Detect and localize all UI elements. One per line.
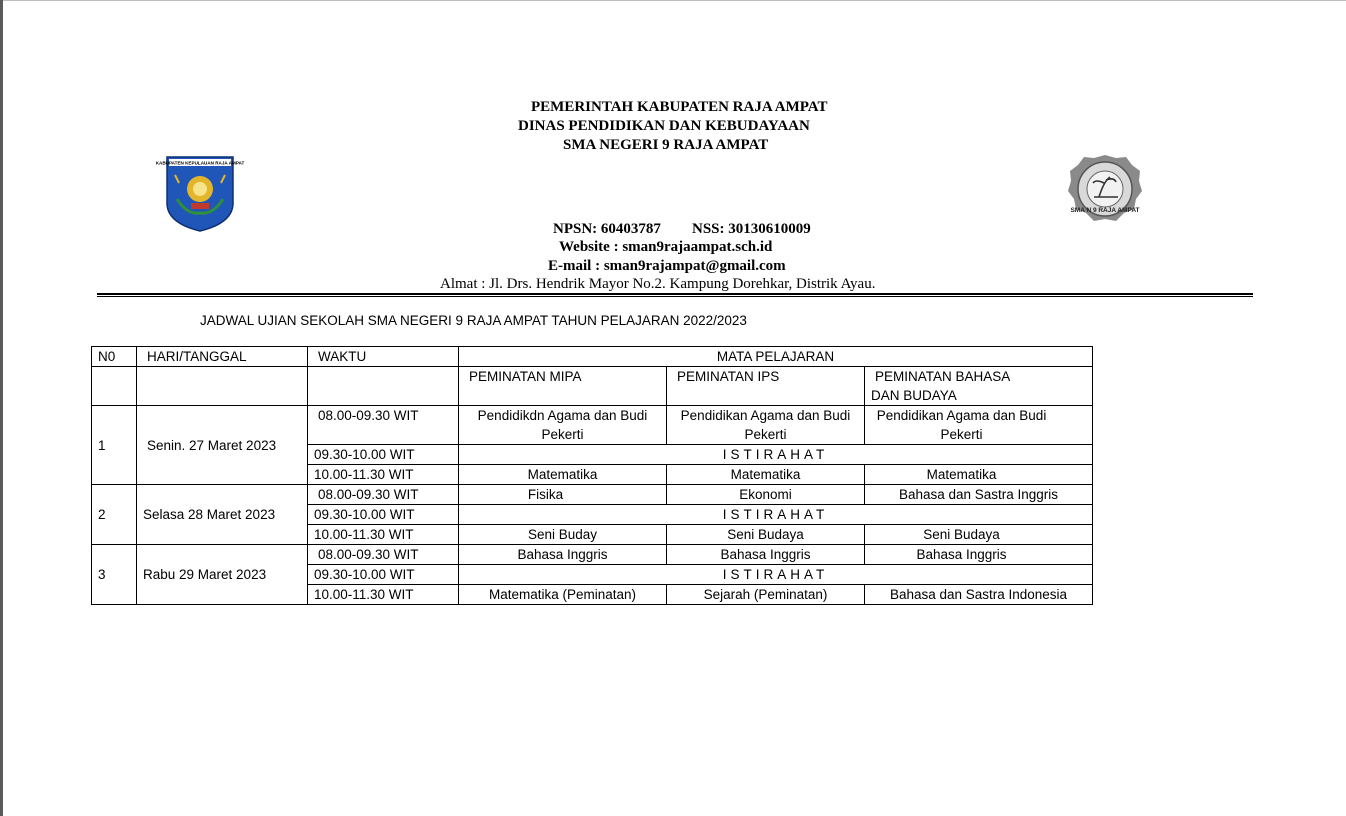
regency-emblem-text: KABUPATEN KEPULAUAN RAJA AMPAT [155, 160, 245, 166]
header-website: Website : sman9rajaampat.sch.id [559, 239, 773, 255]
row-day: Senin. 27 Maret 2023 [137, 406, 308, 485]
cell-ips: Pendidikan Agama dan Budi Pekerti [667, 406, 865, 445]
header-nss: NSS: 30130610009 [692, 221, 811, 237]
table-row [92, 485, 1093, 505]
table-row [92, 406, 1093, 445]
row-time: 08.00-09.30 WIT [308, 485, 459, 505]
page-left-edge [0, 0, 3, 816]
cell-ips: Sejarah (Peminatan) [667, 585, 865, 605]
header-address: Almat : Jl. Drs. Hendrik Mayor No.2. Kampung Dorehkar, Distrik Ayau. [440, 276, 876, 292]
table-row [92, 545, 1093, 565]
page-top-edge [0, 0, 1346, 1]
header-no: N0 [92, 347, 137, 367]
row-time: 10.00-11.30 WIT [308, 525, 459, 545]
cell-mipa: Matematika [459, 465, 667, 485]
row-day: Selasa 28 Maret 2023 [137, 485, 308, 545]
header-day: HARI/TANGGAL [137, 347, 308, 367]
row-number: 1 [92, 406, 137, 485]
cell-break: ISTIRAHAT [459, 565, 1093, 585]
cell-mipa: Seni Buday [459, 525, 667, 545]
schedule-title: JADWAL UJIAN SEKOLAH SMA NEGERI 9 RAJA AMPAT TAHUN PELAJARAN 2022/2023 [200, 313, 747, 328]
header-bahasa-line1: PEMINATAN BAHASA [875, 369, 1011, 384]
table-header-row [92, 347, 1093, 367]
cell-bahasa: Bahasa dan Sastra Indonesia [865, 585, 1093, 605]
regency-emblem-logo [155, 153, 245, 233]
header-time: WAKTU [308, 347, 459, 367]
cell-bahasa: Pendidikan Agama dan Budi Pekerti [865, 406, 1093, 445]
header-subject: MATA PELAJARAN [459, 347, 1093, 367]
row-time: 09.30-10.00 WIT [308, 505, 459, 525]
row-time: 10.00-11.30 WIT [308, 465, 459, 485]
school-seal-logo [1066, 153, 1144, 225]
cell-ips: Ekonomi [667, 485, 865, 505]
row-number: 3 [92, 545, 137, 605]
row-day: Rabu 29 Maret 2023 [137, 545, 308, 605]
row-time: 09.30-10.00 WIT [308, 445, 459, 465]
header-npsn: NPSN: 60403787 [553, 221, 661, 237]
cell-bahasa: Matematika [865, 465, 1093, 485]
cell-ips: Matematika [667, 465, 865, 485]
header-divider-thick [97, 293, 1253, 295]
cell-bahasa: Bahasa Inggris [865, 545, 1093, 565]
header-government: PEMERINTAH KABUPATEN RAJA AMPAT [531, 99, 828, 115]
header-mipa: PEMINATAN MIPA [459, 367, 667, 406]
cell-mipa: Fisika [459, 485, 667, 505]
cell-ips: Seni Budaya [667, 525, 865, 545]
cell-break: ISTIRAHAT [459, 445, 1093, 465]
header-school: SMA NEGERI 9 RAJA AMPAT [563, 137, 769, 153]
header-bahasa-line2: DAN BUDAYA [871, 388, 957, 403]
cell-mipa: Bahasa Inggris [459, 545, 667, 565]
row-time: 10.00-11.30 WIT [308, 585, 459, 605]
cell-ips: Bahasa Inggris [667, 545, 865, 565]
header-ips: PEMINATAN IPS [667, 367, 865, 406]
cell-mipa: Pendidikdn Agama dan Budi Pekerti [459, 406, 667, 445]
exam-schedule-table [91, 346, 1093, 605]
table-subheader-row [92, 367, 1093, 406]
row-number: 2 [92, 485, 137, 545]
row-time: 08.00-09.30 WIT [308, 406, 459, 445]
school-seal-text: SMA N 9 RAJA AMPAT [1070, 207, 1140, 214]
header-divider-thin [97, 296, 1253, 297]
cell-mipa: Matematika (Peminatan) [459, 585, 667, 605]
cell-break: ISTIRAHAT [459, 505, 1093, 525]
row-time: 08.00-09.30 WIT [308, 545, 459, 565]
cell-bahasa: Seni Budaya [865, 525, 1093, 545]
row-time: 09.30-10.00 WIT [308, 565, 459, 585]
cell-bahasa: Bahasa dan Sastra Inggris [865, 485, 1093, 505]
header-email: E-mail : sman9rajampat@gmail.com [548, 258, 786, 274]
header-department: DINAS PENDIDIKAN DAN KEBUDAYAAN [518, 118, 810, 134]
